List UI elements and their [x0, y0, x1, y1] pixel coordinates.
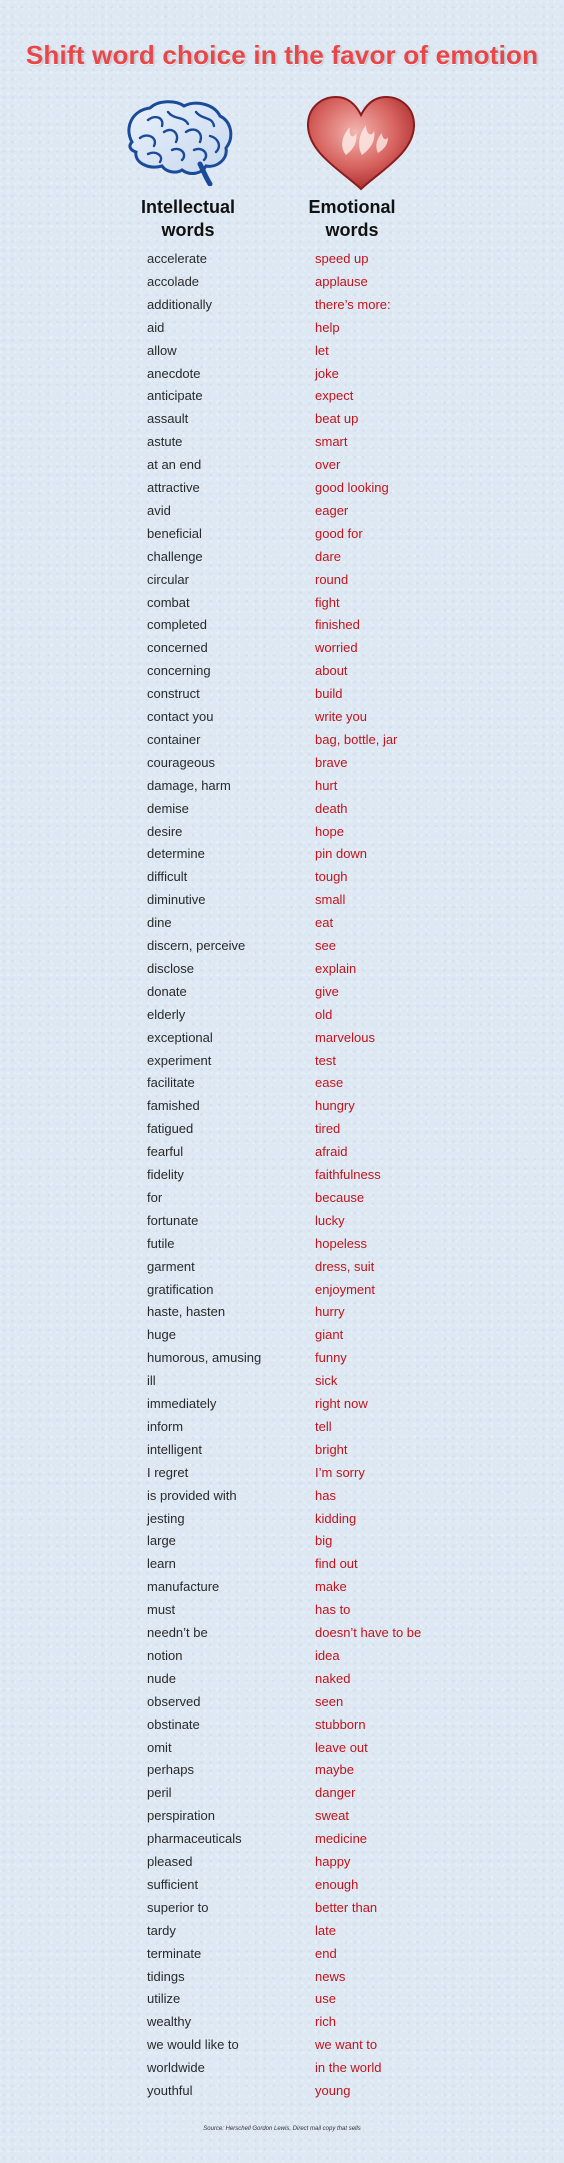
word-pair-row [0, 1828, 564, 1850]
intellectual-word: courageous [147, 754, 215, 770]
intellectual-word: diminutive [147, 892, 206, 908]
word-pair-row [0, 912, 564, 934]
word-pair-row [0, 660, 564, 682]
emotional-word: I’m sorry [315, 1464, 365, 1480]
intellectual-word: concerning [147, 663, 211, 679]
word-pair-row [0, 317, 564, 339]
emotional-word: has [315, 1487, 336, 1503]
intellectual-word: is provided with [147, 1487, 237, 1503]
word-pair-row [0, 1714, 564, 1736]
emotional-word: we want to [315, 2037, 378, 2053]
intellectual-word: pleased [147, 1854, 193, 1869]
emotional-word: joke [315, 365, 339, 381]
intellectual-word: anecdote [147, 365, 201, 381]
emotional-word: hurry [315, 1304, 345, 1320]
emotional-word: dress, suit [315, 1258, 375, 1274]
intellectual-word: learn [147, 1556, 176, 1572]
word-pair-row [0, 1530, 564, 1552]
word-pair-row [0, 2011, 564, 2033]
emotional-word: pin down [315, 846, 368, 862]
word-pair-row [0, 1851, 564, 1873]
word-pair-row [0, 1233, 564, 1255]
word-pair-row [0, 2057, 564, 2079]
word-pair-row [0, 1691, 564, 1713]
emotional-word: hurt [315, 777, 338, 793]
word-pair-row [0, 1393, 564, 1415]
word-pair-row [0, 408, 564, 430]
word-pair-row [0, 1004, 564, 1026]
word-pair-row [0, 1072, 564, 1094]
word-pair-row [0, 340, 564, 362]
intellectual-word: desire [147, 823, 183, 839]
intellectual-word: assault [147, 411, 189, 427]
intellectual-words-header-line2: words [161, 220, 215, 240]
intellectual-word: discern, perceive [147, 938, 246, 953]
word-pair-row [0, 592, 564, 614]
intellectual-word: we would like to [147, 2037, 239, 2053]
word-pair-row [0, 294, 564, 316]
word-pair-row [0, 1324, 564, 1346]
emotional-word: finished [315, 617, 360, 633]
emotional-word: there’s more: [315, 296, 391, 312]
intellectual-word: elderly [147, 1006, 186, 1022]
word-pair-row [0, 1050, 564, 1072]
intellectual-word: dine [147, 915, 172, 931]
intellectual-word: attractive [147, 480, 200, 495]
word-pair-row [0, 1462, 564, 1484]
emotional-word: end [315, 1945, 337, 1961]
word-pair-row [0, 1966, 564, 1988]
word-pair-row [0, 1118, 564, 1140]
intellectual-word: huge [147, 1327, 176, 1343]
intellectual-word: notion [147, 1647, 183, 1663]
intellectual-word: allow [147, 342, 177, 358]
word-pair-row [0, 569, 564, 591]
word-pair-row [0, 637, 564, 659]
intellectual-word: tidings [147, 1968, 185, 1984]
word-pair-row [0, 1508, 564, 1530]
intellectual-word: combat [147, 594, 190, 610]
emotional-word: over [315, 457, 341, 473]
intellectual-word: difficult [147, 869, 188, 885]
emotional-word: good for [315, 525, 363, 541]
emotional-word: news [315, 1968, 346, 1984]
emotional-word: old [315, 1006, 333, 1022]
intellectual-word: obstinate [147, 1716, 200, 1732]
emotional-word: about [315, 663, 348, 679]
emotional-word: hope [315, 823, 344, 839]
intellectual-word: completed [147, 617, 207, 633]
intellectual-word: perhaps [147, 1762, 194, 1778]
word-pair-row [0, 1943, 564, 1965]
emotional-word: late [315, 1922, 336, 1938]
emotional-word: dare [315, 548, 342, 564]
intellectual-word: disclose [147, 960, 194, 976]
word-pair-row [0, 889, 564, 911]
word-pair-row [0, 1737, 564, 1759]
word-pair-row [0, 546, 564, 568]
intellectual-word: terminate [147, 1945, 202, 1961]
emotional-word: bright [315, 1441, 348, 1457]
word-pair-row [0, 1416, 564, 1438]
word-pair-row [0, 1805, 564, 1827]
word-pair-row [0, 363, 564, 385]
emotional-word: make [315, 1579, 347, 1595]
word-pair-row [0, 935, 564, 957]
intellectual-word: perspiration [147, 1808, 215, 1824]
word-pair-row [0, 1988, 564, 2010]
emotional-word: find out [315, 1556, 358, 1572]
word-pair-row [0, 1027, 564, 1049]
emotional-word: enjoyment [315, 1281, 375, 1297]
intellectual-word: fatigued [147, 1121, 194, 1137]
emotional-words-header [267, 196, 437, 242]
word-pair-row [0, 706, 564, 728]
intellectual-word: concerned [147, 640, 208, 656]
intellectual-word: youthful [147, 2083, 193, 2098]
word-pair-row [0, 1920, 564, 1942]
emotional-word: build [315, 686, 343, 702]
emotional-word: stubborn [315, 1716, 366, 1732]
intellectual-word: donate [147, 983, 187, 999]
emotional-word: seen [315, 1693, 344, 1709]
emotional-word: eager [315, 502, 349, 518]
emotional-word: bag, bottle, jar [315, 731, 398, 747]
emotional-word: giant [315, 1327, 344, 1343]
intellectual-word: beneficial [147, 525, 202, 541]
word-pair-row [0, 1141, 564, 1163]
word-pair-row [0, 1439, 564, 1461]
emotional-words-header-line2: words [325, 220, 379, 240]
intellectual-word: ill [147, 1373, 156, 1389]
word-pair-row [0, 1645, 564, 1667]
word-pair-row [0, 454, 564, 476]
word-pair-row [0, 1485, 564, 1507]
word-pair-row [0, 500, 564, 522]
intellectual-word: fidelity [147, 1167, 184, 1182]
emotional-word: applause [315, 273, 368, 289]
intellectual-word: challenge [147, 548, 203, 564]
emotional-word: funny [315, 1350, 347, 1366]
emotional-word: has to [315, 1602, 351, 1618]
emotional-word: smart [315, 434, 348, 450]
word-pair-row [0, 1256, 564, 1278]
word-pair-row [0, 1279, 564, 1301]
emotional-word: kidding [315, 1510, 357, 1526]
emotional-word: expect [315, 388, 354, 404]
emotional-word: tell [315, 1418, 332, 1434]
intellectual-word: peril [147, 1785, 172, 1801]
word-pair-row [0, 1668, 564, 1690]
emotional-word: enough [315, 1876, 359, 1892]
word-pair-row [0, 1301, 564, 1323]
emotional-word: right now [315, 1396, 368, 1411]
intellectual-words-header [103, 196, 273, 242]
word-pair-row [0, 385, 564, 407]
emotional-word: tired [315, 1121, 341, 1137]
word-pair-row [0, 431, 564, 453]
emotional-word: tough [315, 869, 348, 885]
word-pair-row [0, 843, 564, 865]
emotional-word: leave out [315, 1739, 368, 1755]
emotional-word: marvelous [315, 1029, 375, 1045]
intellectual-word: fortunate [147, 1212, 199, 1228]
emotional-word: doesn’t have to be [315, 1625, 422, 1640]
emotional-word: round [315, 571, 349, 587]
intellectual-word: exceptional [147, 1029, 213, 1045]
intellectual-word: intelligent [147, 1441, 202, 1457]
source-note: Source: Herschell Gordon Lewis, Direct mail copy that sells [203, 2126, 361, 2132]
intellectual-word: astute [147, 434, 183, 450]
emotional-word: afraid [315, 1144, 348, 1160]
intellectual-word: anticipate [147, 388, 203, 404]
intellectual-word: at an end [147, 457, 202, 473]
intellectual-word: fearful [147, 1144, 184, 1160]
intellectual-word: for [147, 1189, 163, 1205]
word-pair-row [0, 1553, 564, 1575]
heart-icon [302, 93, 420, 193]
intellectual-word: superior to [147, 1899, 209, 1915]
intellectual-word: inform [147, 1418, 184, 1434]
word-pair-row [0, 1622, 564, 1644]
emotional-word: speed up [315, 251, 369, 266]
emotional-word: idea [315, 1647, 340, 1663]
emotional-word: use [315, 1991, 336, 2007]
emotional-word: explain [315, 960, 357, 976]
intellectual-word: omit [147, 1739, 172, 1755]
emotional-word: small [315, 892, 346, 908]
emotional-word: test [315, 1052, 336, 1068]
word-pair-row [0, 1164, 564, 1186]
emotional-word: big [315, 1533, 333, 1549]
emotional-word: hopeless [315, 1235, 368, 1251]
intellectual-word: sufficient [147, 1876, 199, 1892]
word-pair-row [0, 477, 564, 499]
intellectual-word: additionally [147, 296, 213, 312]
emotional-word: worried [315, 640, 358, 656]
intellectual-word: worldwide [147, 2060, 205, 2076]
emotional-word: write you [315, 709, 368, 724]
word-pair-row [0, 1095, 564, 1117]
intellectual-word: needn’t be [147, 1625, 208, 1640]
intellectual-word: tardy [147, 1922, 176, 1938]
word-pair-row [0, 1370, 564, 1392]
word-pair-row [0, 1782, 564, 1804]
emotional-word: sweat [315, 1808, 349, 1824]
word-pair-row [0, 1897, 564, 1919]
emotional-word: maybe [315, 1762, 355, 1778]
emotional-word: naked [315, 1670, 351, 1686]
emotional-word: because [315, 1189, 365, 1205]
intellectual-word: famished [147, 1098, 200, 1114]
emotional-word: rich [315, 2014, 336, 2030]
intellectual-word: nude [147, 1670, 176, 1686]
emotional-word: lucky [315, 1212, 345, 1228]
word-pair-row [0, 248, 564, 270]
emotional-word: good looking [315, 480, 389, 495]
intellectual-word: aid [147, 319, 165, 335]
emotional-word: eat [315, 915, 334, 931]
intellectual-word: immediately [147, 1396, 217, 1411]
intellectual-word: circular [147, 571, 189, 587]
intellectual-word: accolade [147, 273, 200, 289]
intellectual-word: experiment [147, 1052, 212, 1068]
emotional-word: fight [315, 594, 340, 610]
word-pair-row [0, 821, 564, 843]
emotional-word: young [315, 2083, 351, 2098]
emotional-words-header-line1: Emotional [308, 197, 396, 217]
intellectual-word: I regret [147, 1464, 189, 1480]
word-pair-row [0, 683, 564, 705]
emotional-word: better than [315, 1899, 378, 1915]
intellectual-word: garment [147, 1258, 195, 1274]
emotional-word: see [315, 938, 336, 953]
word-pair-row [0, 1874, 564, 1896]
page-title: Shift word choice in the favor of emotion [25, 40, 539, 70]
intellectual-word: accelerate [147, 251, 207, 266]
intellectual-word: facilitate [147, 1075, 195, 1091]
word-pair-row [0, 1187, 564, 1209]
intellectual-word: wealthy [147, 2014, 192, 2030]
word-pair-row [0, 729, 564, 751]
word-pair-row [0, 1759, 564, 1781]
intellectual-word: construct [147, 686, 200, 702]
intellectual-word: contact you [147, 709, 214, 724]
intellectual-word: manufacture [147, 1579, 220, 1595]
intellectual-word: futile [147, 1235, 175, 1251]
intellectual-word: utilize [147, 1991, 181, 2007]
emotional-word: give [315, 983, 339, 999]
word-pair-row [0, 798, 564, 820]
emotional-word: beat up [315, 411, 359, 427]
word-pair-row [0, 775, 564, 797]
emotional-word: danger [315, 1785, 356, 1801]
word-pair-row [0, 981, 564, 1003]
emotional-word: brave [315, 754, 348, 770]
word-pair-row [0, 2034, 564, 2056]
intellectual-word: observed [147, 1693, 201, 1709]
word-pair-row [0, 614, 564, 636]
word-pair-row [0, 271, 564, 293]
word-pair-row [0, 752, 564, 774]
intellectual-word: humorous, amusing [147, 1350, 262, 1366]
emotional-word: sick [315, 1373, 338, 1389]
emotional-word: ease [315, 1075, 344, 1091]
emotional-word: in the world [315, 2060, 382, 2076]
intellectual-word: container [147, 731, 201, 747]
intellectual-word: demise [147, 800, 189, 816]
intellectual-word: jesting [147, 1510, 185, 1526]
word-pair-row [0, 1576, 564, 1598]
intellectual-words-header-line1: Intellectual [140, 197, 236, 217]
word-pair-row [0, 523, 564, 545]
intellectual-word: large [147, 1533, 176, 1549]
emotional-word: medicine [315, 1831, 368, 1847]
word-pair-row [0, 866, 564, 888]
brain-icon [118, 98, 236, 186]
intellectual-word: damage, harm [147, 777, 231, 793]
emotional-word: hungry [315, 1098, 355, 1114]
intellectual-word: gratification [147, 1281, 214, 1297]
intellectual-word: haste, hasten [147, 1304, 226, 1320]
intellectual-word: avid [147, 502, 171, 518]
intellectual-word: determine [147, 846, 205, 862]
word-pair-row [0, 1599, 564, 1621]
word-pair-row [0, 2080, 564, 2102]
word-pair-row [0, 958, 564, 980]
intellectual-word: must [147, 1602, 176, 1618]
word-pair-row [0, 1347, 564, 1369]
emotional-word: help [315, 319, 340, 335]
intellectual-word: pharmaceuticals [147, 1831, 242, 1847]
emotional-word: happy [315, 1854, 351, 1869]
emotional-word: death [315, 800, 348, 816]
word-pair-row [0, 1210, 564, 1232]
emotional-word: faithfulness [315, 1167, 381, 1182]
emotional-word: let [315, 342, 329, 358]
